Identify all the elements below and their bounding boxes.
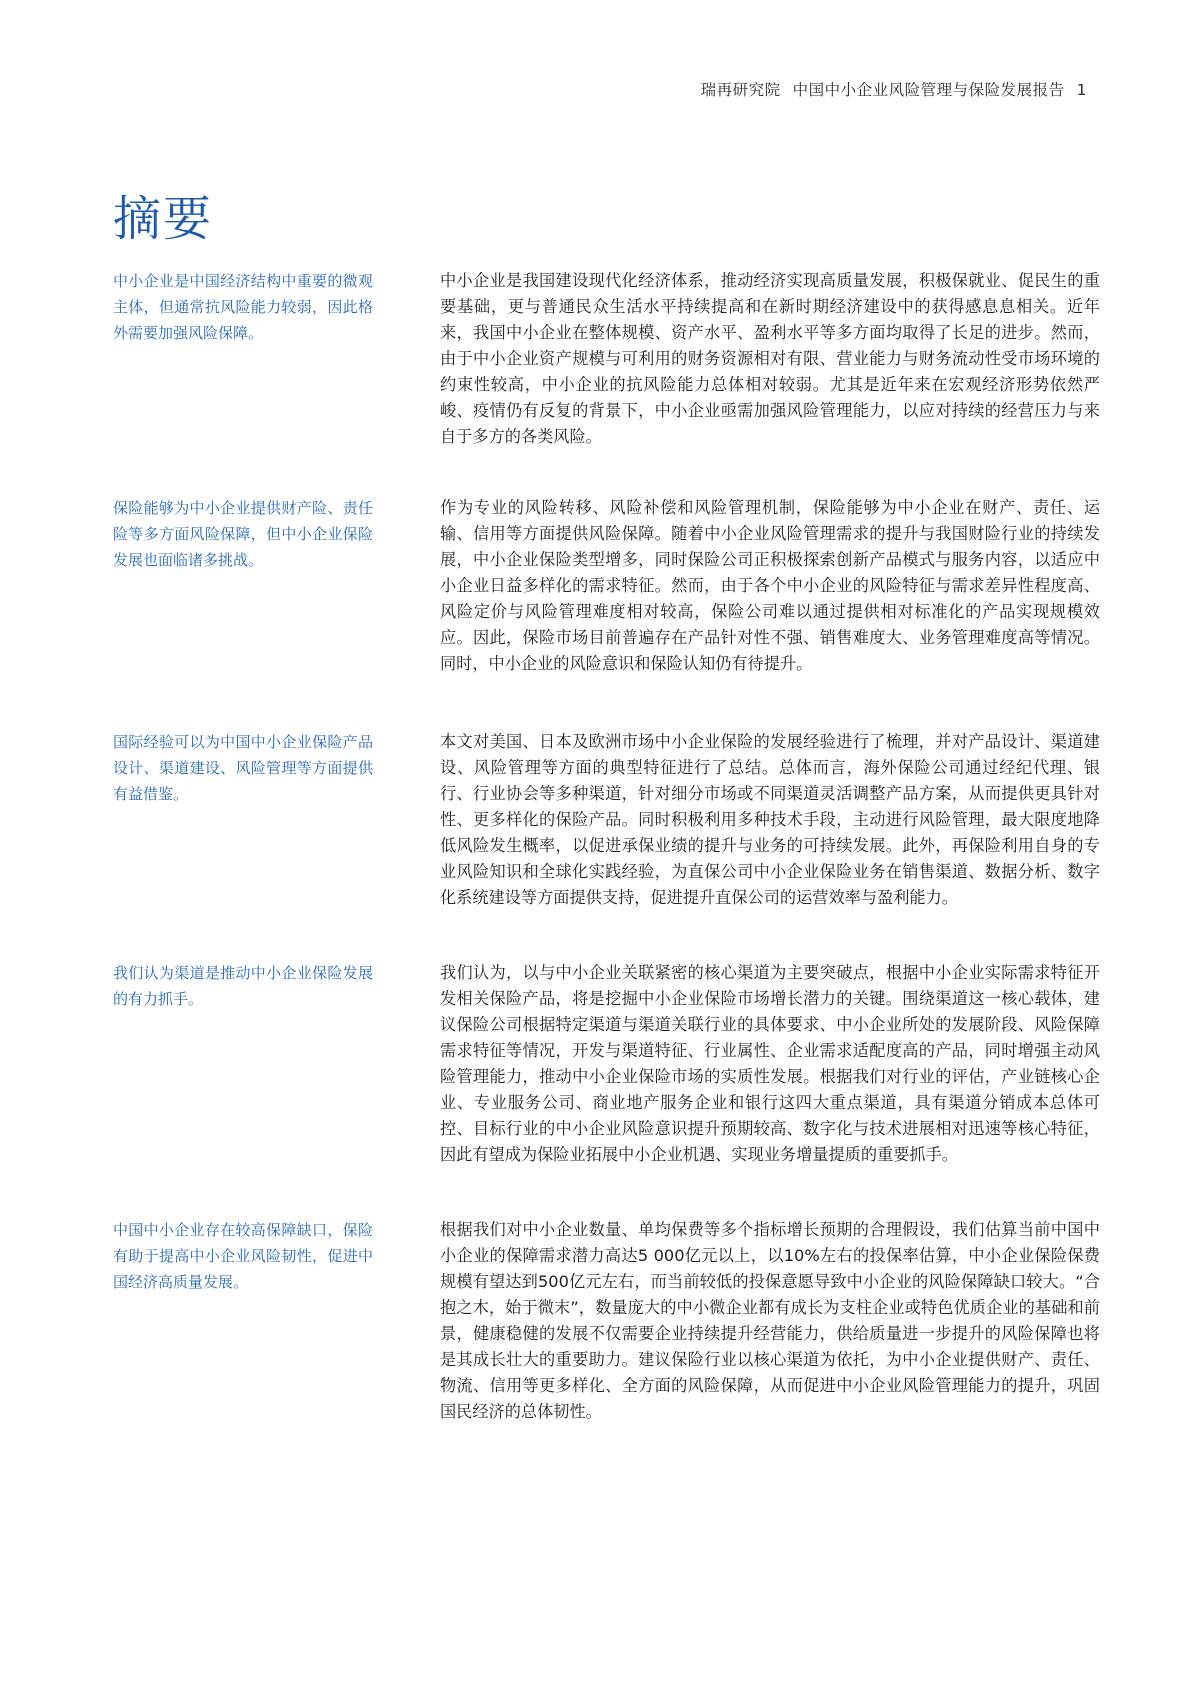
running-header — [701, 78, 1087, 100]
body-paragraph-3: 本文对美国、日本及欧洲市场中小企业保险的发展经验进行了梳理，并对产品设计、渠道建设、风险管理等方面的典型特征进行了总结。总体而言，海外保险公司通过经纪代理、银行、行业协会等多种渠道，针对细分市场或不同渠道灵活调整产品方案，从而提供更具针对性、更多样化的保险产品。同时积极利用多种技术手段，主动进行风险管理，最大限度地降低风险发生概率，以促进承保业绩的提升与业务的可持续发展。此外，再保险利用自身的专业风险知识和全球化实践经验，为直保公司中小企业保险业务在销售渠道、数据分析、数字化系统建设等方面提供支持，促进提升直保公司的运营效率与盈利能力。 — [440, 732, 1100, 907]
sidenote-4: 我们认为渠道是推动中小企业保险发展的有力抓手。 — [113, 964, 373, 1008]
sidenote-2: 保险能够为中小企业提供财产险、责任险等多方面风险保障，但中小企业保险发展也面临诸多挑战。 — [113, 499, 373, 569]
page-title: 摘要 — [113, 191, 214, 247]
header-report-title: 中国中小企业风险管理与保险发展报告 — [792, 81, 1065, 99]
body-paragraph-2: 作为专业的风险转移、风险补偿和风险管理机制，保险能够为中小企业在财产、责任、运输、信用等方面提供风险保障。随着中小企业风险管理需求的提升与我国财险行业的持续发展，中小企业保险类型增多，同时保险公司正积极探索创新产品模式与服务内容，以适应中小企业日益多样化的需求特征。然而，由于各个中小企业的风险特征与需求差异性程度高、风险定价与风险管理难度相对较高，保险公司难以通过提供相对标准化的产品实现规模效应。因此，保险市场目前普遍存在产品针对性不强、销售难度大、业务管理难度高等情况。同时，中小企业的风险意识和保险认知仍有待提升。 — [440, 498, 1100, 673]
body-paragraph-5: 根据我们对中小企业数量、单均保费等多个指标增长预期的合理假设，我们估算当前中国中小企业的保障需求潜力高达5 000亿元以上，以10%左右的投保率估算，中小企业保险保费规模有望达到500亿元左右，而当前较低的投保意愿导致中小企业的风险保障缺口较大。“合抱之木，始于微末”，数量庞大的中小微企业都有成长为支柱企业或特色优质企业的基础和前景，健康稳健的发展不仅需要企业持续提升经营能力，供给质量进一步提升的风险保障也将是其成长壮大的重要助力。建议保险行业以核心渠道为依托，为中小企业提供财产、责任、物流、信用等更多样化、全方面的风险保障，从而促进中小企业风险管理能力的提升，巩固国民经济的总体韧性。 — [440, 1220, 1100, 1421]
sidenote-1: 中小企业是中国经济结构中重要的微观主体，但通常抗风险能力较弱，因此格外需要加强风险保障。 — [113, 272, 373, 342]
page-number: 1 — [1076, 81, 1087, 99]
body-paragraph-4: 我们认为，以与中小企业关联紧密的核心渠道为主要突破点，根据中小企业实际需求特征开发相关保险产品，将是挖掘中小企业保险市场增长潜力的关键。围绕渠道这一核心载体，建议保险公司根据特定渠道与渠道关联行业的具体要求、中小企业所处的发展阶段、风险保障需求特征等情况，开发与渠道特征、行业属性、企业需求适配度高的产品，同时增强主动风险管理能力，推动中小企业保险市场的实质性发展。根据我们对行业的评估，产业链核心企业、专业服务公司、商业地产服务企业和银行这四大重点渠道，具有渠道分销成本总体可控、目标行业的中小企业风险意识提升预期较高、数字化与技术进展相对迅速等核心特征，因此有望成为保险业拓展中小企业机遇、实现业务增量提质的重要抓手。 — [440, 963, 1100, 1164]
sidenote-3: 国际经验可以为中国中小企业保险产品设计、渠道建设、风险管理等方面提供有益借鉴。 — [113, 733, 373, 803]
body-paragraph-1: 中小企业是我国建设现代化经济体系，推动经济实现高质量发展，积极保就业、促民生的重要基础，更与普通民众生活水平持续提高和在新时期经济建设中的获得感息息相关。近年来，我国中小企业在整体规模、资产水平、盈利水平等多方面均取得了长足的进步。然而，由于中小企业资产规模与可利用的财务资源相对有限、营业能力与财务流动性受市场环境的约束性较高，中小企业的抗风险能力总体相对较弱。尤其是近年来在宏观经济形势依然严峻、疫情仍有反复的背景下，中小企业亟需加强风险管理能力，以应对持续的经营压力与来自于多方的各类风险。 — [440, 271, 1100, 446]
sidenote-5: 中国中小企业存在较高保障缺口，保险有助于提高中小企业风险韧性，促进中国经济高质量发展。 — [113, 1221, 373, 1291]
header-publisher: 瑞再研究院 — [700, 81, 781, 99]
